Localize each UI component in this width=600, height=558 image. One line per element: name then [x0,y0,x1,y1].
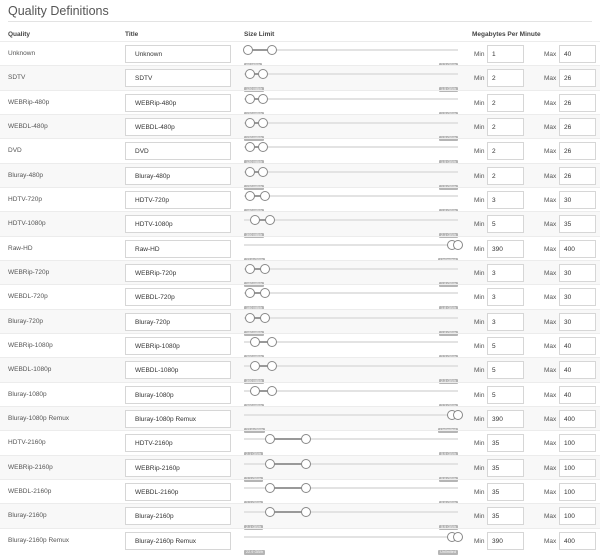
quality-name: Unknown [8,50,36,57]
max-size-label: 2.3 GB/h [441,379,456,384]
min-size-handle[interactable] [250,386,260,396]
max-size-label: Unlimited [440,549,456,554]
min-mbpm-input[interactable]: 390 [487,410,524,428]
max-size-label: 5.9 GB/h [441,525,456,530]
max-size-handle[interactable] [258,118,268,128]
quality-title-input[interactable]: WEBRip-1080p [125,337,231,355]
quality-name: HDTV-2160p [8,439,46,447]
quality-row [0,163,600,187]
max-mbpm-input[interactable]: 40 [559,337,596,355]
quality-title-input[interactable]: Unknown [125,45,231,63]
quality-title-input[interactable]: WEBRip-2160p [125,459,231,477]
max-size-label: Unlimited [440,427,456,432]
min-size-handle[interactable] [265,434,275,444]
min-size-label: 120 MB/h [246,135,263,140]
max-size-handle[interactable] [260,264,270,274]
quality-row [0,236,600,260]
quality-name: Bluray-480p [8,171,44,179]
min-label: Min [474,245,485,253]
quality-row [0,528,600,552]
min-size-label: 2.1 GB/h [246,476,261,481]
size-limit-slider[interactable] [244,195,458,197]
max-size-handle[interactable] [267,386,277,396]
size-limit-slider[interactable] [244,414,458,432]
max-label: Max [544,294,557,302]
quality-name: DVD [8,147,22,155]
min-label: Min [474,537,485,545]
quality-name: Bluray-720p [8,317,44,325]
min-size-label: 300 MB/h [246,233,263,238]
min-mbpm-input[interactable]: 3 [487,191,524,209]
size-limit-slider[interactable] [244,341,458,343]
quality-name: Raw-HD [8,244,33,252]
size-limit-slider[interactable] [244,463,458,481]
min-size-label: 120 MB/h [246,87,263,92]
min-label: Min [474,196,485,204]
min-size-label: 22.9 GB/h [246,427,264,432]
size-limit-slider[interactable] [244,511,458,530]
quality-title-input[interactable]: SDTV [125,69,231,87]
max-size-label: 2.1 GB/h [441,233,456,238]
min-label: Min [474,440,485,448]
min-label: Min [474,148,485,156]
max-label: Max [544,537,557,545]
quality-name: WEBRip-720p [8,268,50,276]
size-limit-slider[interactable] [244,536,458,554]
quality-name: Bluray-1080p [8,390,47,398]
max-label: Max [544,367,557,375]
max-mbpm-input[interactable]: 26 [559,142,596,160]
quality-title-input[interactable]: DVD [125,142,231,160]
min-mbpm-input[interactable]: 5 [487,337,524,355]
max-label: Max [544,148,557,156]
min-mbpm-input[interactable]: 35 [487,459,524,477]
max-label: Max [544,415,557,423]
max-size-label: 1.5 GB/h [441,87,456,92]
max-mbpm-input[interactable]: 35 [559,215,596,233]
min-label: Min [474,342,485,350]
quality-name: WEBRip-2160p [8,463,53,471]
max-mbpm-input[interactable]: 30 [559,264,596,282]
max-size-handle[interactable] [301,434,311,444]
min-size-handle[interactable] [250,337,260,347]
min-size-handle[interactable] [245,191,255,201]
max-label: Max [544,269,557,277]
max-label: Max [544,440,557,448]
quality-row [0,65,600,92]
quality-title-input[interactable]: HDTV-720p [125,191,231,209]
max-mbpm-input[interactable]: 26 [559,118,596,136]
min-size-label: 2.1 GB/h [246,525,261,530]
header-title: Title [125,31,139,38]
max-label: Max [544,172,557,180]
quality-row [0,211,600,238]
quality-name: WEBRip-1080p [8,341,53,349]
quality-title-input[interactable]: Bluray-2160p Remux [125,532,231,550]
max-label: Max [544,513,557,521]
size-limit-slider[interactable] [244,292,458,294]
quality-definition-list [0,41,600,552]
min-mbpm-input[interactable]: 390 [487,240,524,258]
size-limit-slider[interactable] [244,73,458,92]
min-label: Min [474,513,485,521]
max-size-handle[interactable] [258,94,268,104]
max-size-handle[interactable] [301,507,311,517]
quality-name: WEBRip-480p [8,98,50,106]
max-mbpm-input[interactable]: 26 [559,69,596,87]
min-mbpm-input[interactable]: 2 [487,142,524,160]
size-limit-slider[interactable] [244,438,458,440]
min-size-handle[interactable] [245,69,255,79]
size-limit-slider[interactable] [244,122,458,140]
min-mbpm-input[interactable]: 2 [487,94,524,112]
min-mbpm-input[interactable]: 5 [487,386,524,404]
min-label: Min [474,99,485,107]
max-size-handle[interactable] [267,45,277,55]
panel-title: Quality Definitions [8,4,109,18]
min-label: Min [474,75,485,83]
max-label: Max [544,51,557,58]
min-size-handle[interactable] [245,288,255,298]
min-label: Min [474,221,485,229]
min-mbpm-input[interactable]: 3 [487,313,524,331]
max-size-label: 1.8 GB/h [441,330,456,335]
quality-name: WEBDL-2160p [8,487,52,495]
max-label: Max [544,196,557,204]
header-size-limit: Size Limit [244,31,275,38]
max-label: Max [544,123,557,131]
max-size-label: 1.5 GB/h [441,135,456,140]
min-label: Min [474,269,485,277]
quality-title-input[interactable]: HDTV-2160p [125,434,231,452]
max-size-handle[interactable] [267,337,277,347]
min-mbpm-input[interactable]: 5 [487,215,524,233]
quality-name: Bluray-1080p Remux [8,414,70,422]
max-mbpm-input[interactable]: 400 [559,532,596,550]
max-size-handle[interactable] [453,410,463,420]
min-size-handle[interactable] [245,142,255,152]
max-size-handle[interactable] [260,191,270,201]
min-mbpm-input[interactable]: 390 [487,532,524,550]
min-label: Min [474,391,485,399]
min-label: Min [474,294,485,302]
min-label: Min [474,51,485,58]
min-size-handle[interactable] [250,361,260,371]
max-mbpm-input[interactable]: 30 [559,313,596,331]
min-size-handle[interactable] [245,94,255,104]
min-size-label: 120 MB/h [246,184,263,189]
min-mbpm-input[interactable]: 2 [487,69,524,87]
max-size-handle[interactable] [267,361,277,371]
max-size-handle[interactable] [258,69,268,79]
size-limit-slider[interactable] [244,146,458,148]
max-size-handle[interactable] [301,459,311,469]
max-label: Max [544,221,557,229]
max-mbpm-input[interactable]: 40 [559,386,596,404]
min-size-handle[interactable] [245,118,255,128]
max-mbpm-input[interactable]: 400 [559,240,596,258]
min-label: Min [474,488,485,496]
quality-title-input[interactable]: Bluray-1080p [125,386,231,404]
max-size-handle[interactable] [453,240,463,250]
quality-title-input[interactable]: HDTV-1080p [125,215,231,233]
max-size-handle[interactable] [301,483,311,493]
quality-row [0,406,600,430]
min-mbpm-input[interactable]: 3 [487,264,524,282]
max-mbpm-input[interactable]: 400 [559,410,596,428]
min-mbpm-input[interactable]: 3 [487,288,524,306]
size-limit-slider[interactable] [244,317,458,335]
min-mbpm-input[interactable]: 35 [487,507,524,525]
min-size-handle[interactable] [265,459,275,469]
quality-row [0,309,600,333]
min-label: Min [474,172,485,180]
min-size-handle[interactable] [245,167,255,177]
quality-title-input[interactable]: Bluray-720p [125,313,231,331]
min-size-label: 22.9 GB/h [246,549,264,554]
size-limit-slider[interactable] [244,244,458,246]
max-size-label: 5.9 GB/h [441,476,456,481]
size-limit-slider[interactable] [244,49,458,51]
quality-row [0,455,600,479]
quality-title-input[interactable]: WEBDL-480p [125,118,231,136]
max-label: Max [544,245,557,253]
min-size-label: 300 MB/h [246,379,263,384]
max-size-handle[interactable] [453,532,463,542]
quality-title-input[interactable]: WEBDL-720p [125,288,231,306]
quality-row [0,41,600,65]
size-limit-slider[interactable] [244,171,458,189]
min-size-label: 180 MB/h [246,281,263,286]
min-label: Min [474,367,485,375]
min-mbpm-input[interactable]: 35 [487,483,524,501]
quality-name: Bluray-2160p [8,512,47,520]
quality-name: Bluray-2160p Remux [8,536,70,544]
max-size-handle[interactable] [260,288,270,298]
max-size-handle[interactable] [258,167,268,177]
title-divider [8,21,592,22]
min-label: Min [474,464,485,472]
quality-name: WEBDL-480p [8,122,48,130]
max-size-handle[interactable] [260,313,270,323]
max-mbpm-input[interactable]: 40 [559,361,596,379]
size-limit-slider[interactable] [244,390,458,392]
quality-row [0,382,600,406]
max-label: Max [544,99,557,107]
quality-title-input[interactable]: WEBDL-1080p [125,361,231,379]
size-limit-slider[interactable] [244,219,458,238]
min-size-label: 180 MB/h [246,330,263,335]
max-label: Max [544,391,557,399]
quality-title-input[interactable]: WEBRip-480p [125,94,231,112]
min-size-handle[interactable] [265,483,275,493]
quality-row [0,357,600,384]
min-mbpm-input[interactable]: 1 [487,45,524,63]
max-label: Max [544,75,557,83]
max-mbpm-input[interactable]: 30 [559,288,596,306]
max-mbpm-input[interactable]: 26 [559,94,596,112]
quality-name: WEBDL-1080p [8,366,52,374]
max-mbpm-input[interactable]: 100 [559,483,596,501]
quality-row [0,114,600,138]
quality-title-input[interactable]: Bluray-480p [125,167,231,185]
min-size-handle[interactable] [243,45,253,55]
quality-title-input[interactable]: WEBDL-2160p [125,483,231,501]
max-label: Max [544,342,557,350]
size-limit-slider[interactable] [244,487,458,489]
max-mbpm-input[interactable]: 26 [559,167,596,185]
max-label: Max [544,318,557,326]
quality-title-input[interactable]: Raw-HD [125,240,231,258]
max-size-label: 1.5 GB/h [441,184,456,189]
size-limit-slider[interactable] [244,268,458,286]
max-size-handle[interactable] [265,215,275,225]
min-label: Min [474,415,485,423]
quality-title-input[interactable]: Bluray-1080p Remux [125,410,231,428]
max-mbpm-input[interactable]: 40 [559,45,596,63]
min-size-handle[interactable] [250,215,260,225]
header-quality: Quality [8,31,31,38]
max-mbpm-input[interactable]: 30 [559,191,596,209]
quality-name: SDTV [8,74,26,82]
min-size-handle[interactable] [245,313,255,323]
quality-name: HDTV-720p [8,195,42,203]
max-size-handle[interactable] [258,142,268,152]
quality-title-input[interactable]: Bluray-2160p [125,507,231,525]
min-label: Min [474,318,485,326]
quality-row [0,260,600,284]
min-mbpm-input[interactable]: 5 [487,361,524,379]
max-label: Max [544,464,557,472]
header-megabytes-per-minute: Megabytes Per Minute [472,31,541,38]
min-size-handle[interactable] [245,264,255,274]
quality-row [0,503,600,530]
quality-name: WEBDL-720p [8,293,48,301]
min-mbpm-input[interactable]: 2 [487,118,524,136]
min-size-handle[interactable] [265,507,275,517]
max-mbpm-input[interactable]: 100 [559,459,596,477]
quality-name: HDTV-1080p [8,220,46,228]
max-mbpm-input[interactable]: 100 [559,507,596,525]
max-mbpm-input[interactable]: 100 [559,434,596,452]
max-label: Max [544,488,557,496]
min-mbpm-input[interactable]: 2 [487,167,524,185]
min-label: Min [474,123,485,131]
quality-title-input[interactable]: WEBRip-720p [125,264,231,282]
quality-row [0,90,600,114]
size-limit-slider[interactable] [244,98,458,100]
min-mbpm-input[interactable]: 35 [487,434,524,452]
max-size-label: 1.8 GB/h [441,281,456,286]
size-limit-slider[interactable] [244,365,458,384]
